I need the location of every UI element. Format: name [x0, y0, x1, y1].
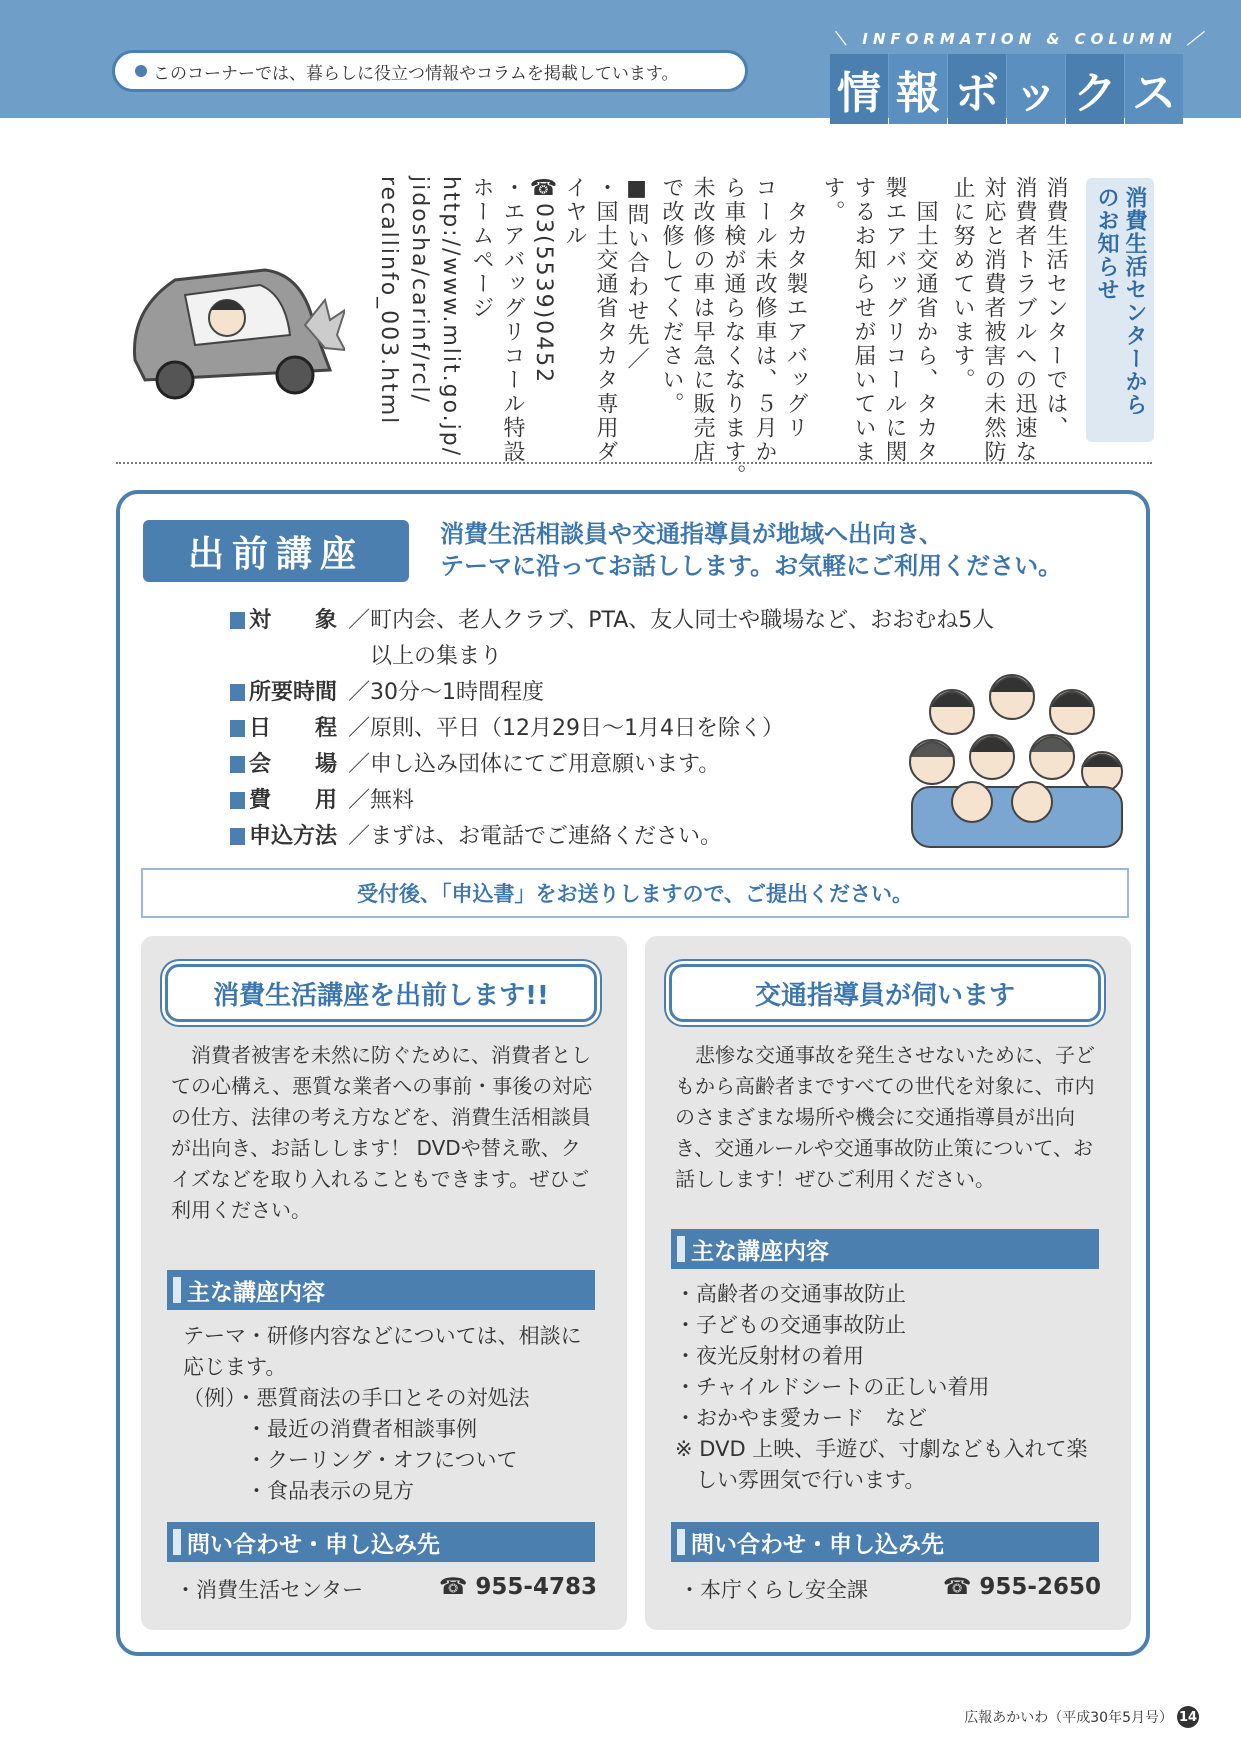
- list-item: ・おかやま愛カード など: [675, 1406, 927, 1430]
- notice-column: 対応と消費者被害の未然防: [981, 176, 1006, 464]
- info-key: 費 用: [249, 788, 338, 813]
- square-bullet-icon: [230, 684, 245, 701]
- list-item: ・最近の消費者相談事例: [183, 1417, 477, 1441]
- list-item: ・夜光反射材の着用: [675, 1344, 864, 1368]
- corner-notice: [112, 50, 748, 92]
- car-accident-illustration: [115, 240, 345, 420]
- notice-column: ホームページ: [469, 176, 494, 320]
- square-bullet-icon: [230, 720, 245, 737]
- subtitle-text: INFORMATION & COLUMN: [862, 30, 1177, 48]
- demae-heading: 出前講座: [143, 520, 409, 582]
- receive-note: 受付後、「申込書」をお送りしますので、ご提出ください。: [141, 868, 1129, 918]
- notice-column: するお知らせが届いていま: [851, 176, 876, 464]
- info-value: ／町内会、老人クラブ、PTA、友人同士や職場など、おおむね5人: [348, 608, 995, 633]
- contact-heading: [671, 1522, 1099, 1562]
- notice-column: jidosha/carinf/rcl/: [407, 176, 432, 404]
- panel-title: 消費生活講座を出前します!!: [165, 964, 597, 1022]
- traffic-lecture-panel: [645, 936, 1131, 1630]
- list-item: ・子どもの交通事故防止: [675, 1313, 906, 1337]
- info-value: ／まずは、お電話でご連絡ください。: [348, 824, 723, 849]
- info-value-cont: 以上の集まり: [370, 644, 503, 669]
- title-char: ス: [1125, 54, 1183, 124]
- notice-column: す。: [820, 176, 845, 224]
- publication-name: 広報あかいわ（平成30年5月号）: [964, 1710, 1173, 1726]
- notice-column: ・国土交通省タカタ専用ダ: [593, 176, 618, 464]
- bar-icon: [173, 1529, 181, 1555]
- notice-column: http://www.mlit.go.jp/: [438, 176, 463, 458]
- info-key: 会 場: [249, 752, 338, 777]
- notice-column: 消費生活センターでは、: [1043, 176, 1068, 440]
- notice-column: 製エアバッグリコールに関: [882, 176, 907, 464]
- list-item: ・クーリング・オフについて: [183, 1448, 518, 1472]
- list-item: ※ DVD 上映、手遊び、寸劇なども入れて楽: [675, 1437, 1088, 1461]
- demae-desc-line: 消費生活相談員や交通指導員が地域へ出向き、: [440, 520, 944, 548]
- corner-notice-text: このコーナーでは、暮らしに役立つ情報やコラムを掲載しています。: [153, 63, 679, 84]
- contact-heading: [167, 1522, 595, 1562]
- info-key: 所要時間: [249, 680, 338, 705]
- page-title: [830, 54, 1184, 124]
- demae-desc-line: テーマに沿ってお話しします。お気軽にご利用ください。: [440, 552, 1063, 580]
- bar-icon: [677, 1236, 685, 1262]
- section-divider: [116, 462, 1152, 464]
- notice-column: イヤル: [562, 176, 587, 248]
- page-footer: [964, 1706, 1199, 1728]
- square-bullet-icon: [230, 792, 245, 809]
- contact-name: ・本庁くらし安全課: [679, 1578, 868, 1602]
- notice-column: で改修してください。: [659, 176, 684, 416]
- title-char: ボ: [948, 54, 1006, 124]
- notice-column: 消費者トラブルへの迅速な: [1012, 176, 1037, 464]
- list-item: ・食品表示の見方: [183, 1479, 414, 1503]
- bar-icon: [173, 1277, 181, 1303]
- content-heading-text: 主な講座内容: [187, 1279, 325, 1306]
- info-value: ／原則、平日（12月29日～1月4日を除く）: [348, 716, 784, 741]
- info-key: 日 程: [249, 716, 338, 741]
- contact-row: [175, 1574, 597, 1604]
- content-list: [675, 1279, 1087, 1496]
- title-char: 報: [889, 54, 947, 124]
- notice-column: 国土交通省から、タカタ: [913, 176, 938, 464]
- title-char: ッ: [1007, 54, 1065, 124]
- content-list: [183, 1321, 582, 1507]
- square-bullet-icon: [230, 828, 245, 845]
- square-bullet-icon: [230, 612, 245, 629]
- info-value: ／申し込み団体にてご用意願います。: [348, 752, 721, 777]
- bar-icon: [677, 1529, 685, 1555]
- cheering-people-illustration: [892, 662, 1132, 852]
- notice-column: ら車検が通らなくなります。: [721, 176, 746, 488]
- notice-column: コール未改修車は、５月か: [752, 176, 777, 464]
- contact-row: [679, 1574, 1101, 1604]
- info-key: 申込方法: [249, 824, 338, 849]
- content-heading: [167, 1270, 595, 1310]
- content-heading-text: 主な講座内容: [691, 1238, 829, 1265]
- title-char: ク: [1066, 54, 1124, 124]
- list-item: 応じます。: [183, 1355, 287, 1379]
- consumer-lecture-panel: [141, 936, 627, 1630]
- contact-heading-text: 問い合わせ・申し込み先: [187, 1531, 440, 1558]
- section-subtitle: ＼ INFORMATION & COLUMN ／: [832, 30, 1208, 48]
- info-value: ／30分～1時間程度: [348, 680, 544, 705]
- title-char: 情: [830, 54, 888, 124]
- contact-name: ・消費生活センター: [175, 1578, 364, 1602]
- panel-body: 消費者被害を未然に防ぐために、消費者としての心構え、悪質な業者への事前・事後の対応の仕方、法律の考え方などを、消費生活相談員が出向き、お話しします！ DVDや替え歌、クイズなどを取り入れることもできます。ぜひご利用ください。: [171, 1043, 593, 1222]
- list-item: しい雰囲気で行います。: [675, 1468, 926, 1492]
- notice-column: recallinfo_003.html: [376, 176, 401, 426]
- contact-heading-text: 問い合わせ・申し込み先: [691, 1531, 944, 1558]
- notice-column: ・エアバッグリコール特設: [500, 176, 525, 464]
- content-heading: [671, 1229, 1099, 1269]
- demae-description: [440, 518, 1062, 582]
- contact-tel[interactable]: ☎ 955-2650: [942, 1574, 1101, 1600]
- list-item: （例）・悪質商法の手口とその対処法: [183, 1386, 530, 1410]
- notice-column: 止に努めています。: [950, 176, 975, 392]
- list-item: テーマ・研修内容などについては、相談に: [183, 1324, 582, 1348]
- notice-column: 未改修の車は早急に販売店: [690, 176, 715, 464]
- list-item: ・チャイルドシートの正しい着用: [675, 1375, 990, 1399]
- notice-label: 消費生活センターからのお知らせ: [1086, 178, 1154, 442]
- info-value: ／無料: [348, 788, 415, 813]
- page-number: 14: [1177, 1706, 1199, 1728]
- notice-column: ■問い合わせ先／: [624, 176, 649, 371]
- list-item: ・高齢者の交通事故防止: [675, 1282, 906, 1306]
- contact-tel[interactable]: ☎ 955-4783: [438, 1574, 597, 1600]
- panel-body: 悲惨な交通事故を発生させないために、子どもから高齢者まですべての世代を対象に、市内のさまざまな場所や機会に交通指導員が出向き、交通ルールや交通事故防止策について、お話しします！ぜひご利用ください。: [675, 1043, 1095, 1191]
- notice-column: タカタ製エアバッグリ: [783, 176, 808, 440]
- square-bullet-icon: [230, 756, 245, 773]
- bullet-icon: [135, 65, 147, 77]
- panel-title: 交通指導員が伺います: [669, 964, 1101, 1022]
- notice-column: ☎03(5539)0452: [531, 176, 556, 385]
- info-key: 対 象: [249, 608, 338, 633]
